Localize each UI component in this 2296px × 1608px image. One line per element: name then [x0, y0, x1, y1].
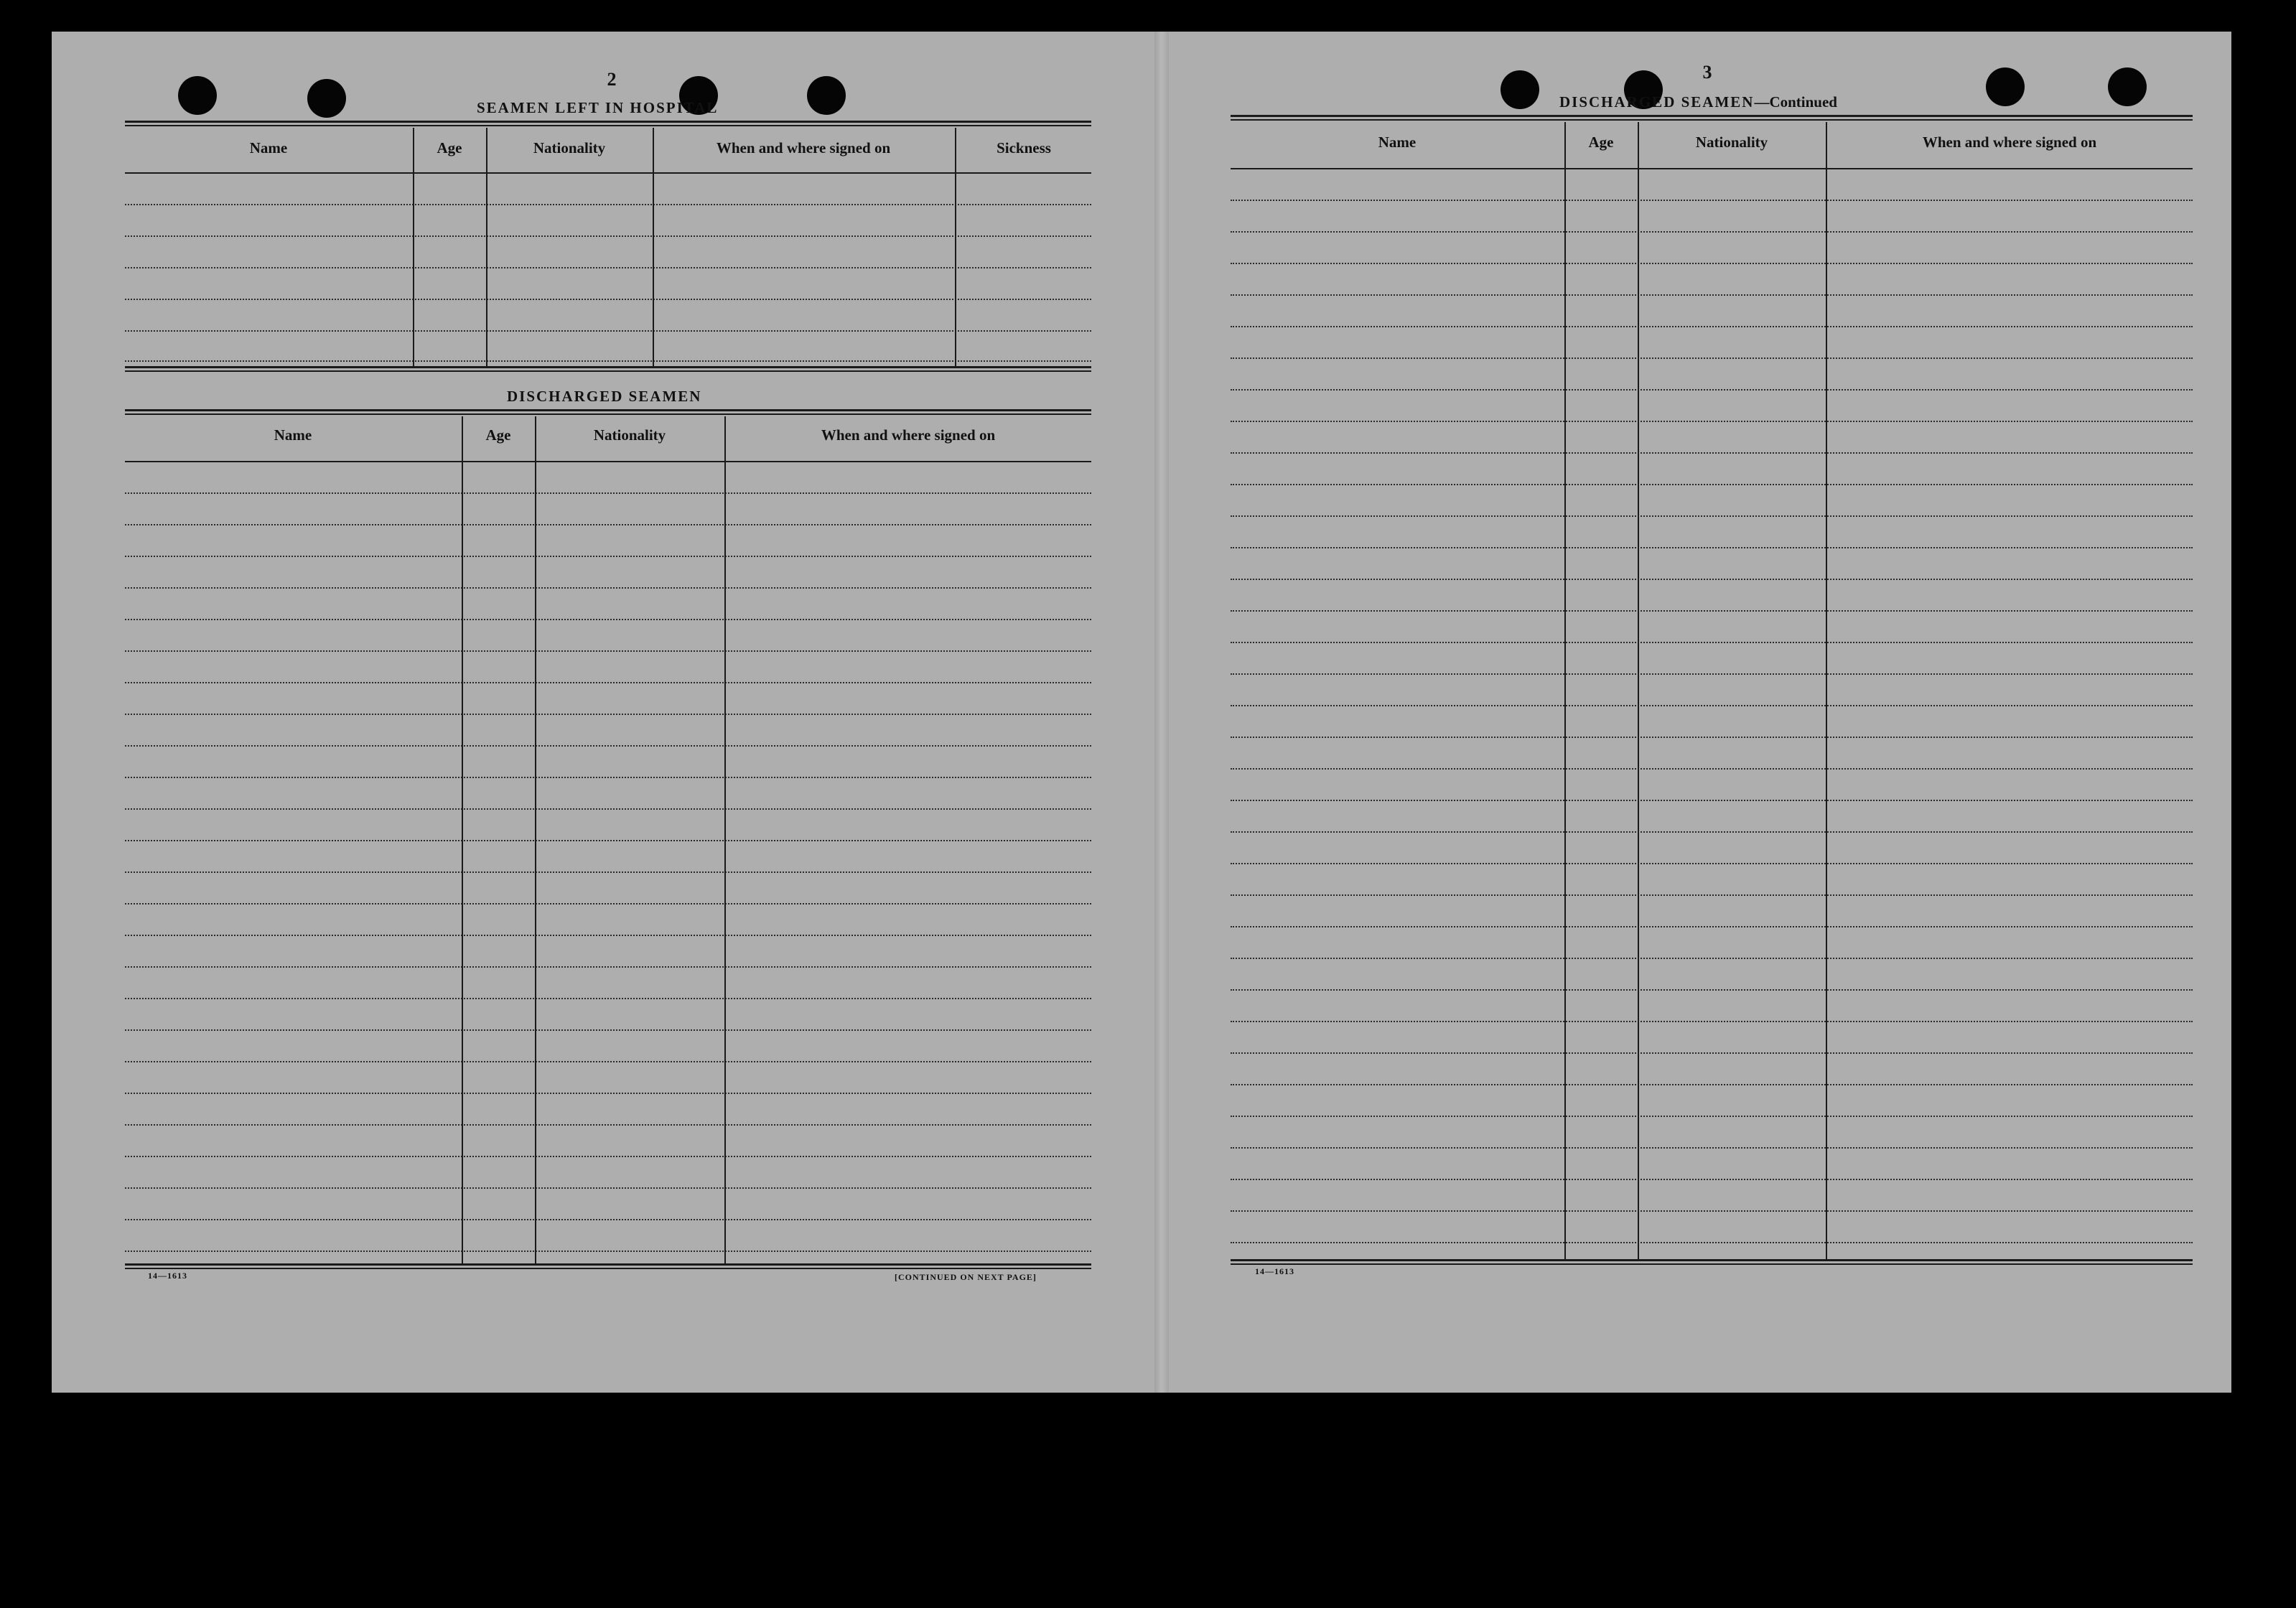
continued-row-line — [1231, 831, 2193, 833]
hospital-row-line — [125, 267, 1091, 268]
discharged-row-line — [125, 1187, 1091, 1189]
discharged-col-divider — [724, 416, 726, 1265]
discharged-row-line — [125, 935, 1091, 936]
hospital-table-bottom-rule — [125, 366, 1091, 372]
continued-row-line — [1231, 452, 2193, 454]
discharged-col-signed-on: When and where signed on — [821, 426, 996, 444]
discharged-row-line — [125, 619, 1091, 620]
continued-row-line — [1231, 421, 2193, 422]
discharged-row-line — [125, 903, 1091, 904]
hospital-row-line — [125, 330, 1091, 332]
punch-hole — [1501, 70, 1539, 109]
continued-row-line — [1231, 389, 2193, 391]
discharged-continued-title-main: DISCHARGED SEAMEN — [1559, 93, 1755, 111]
discharged-row-line — [125, 650, 1091, 652]
discharged-col-age: Age — [485, 426, 511, 444]
punch-hole — [307, 79, 346, 118]
continued-row-line — [1231, 484, 2193, 485]
hospital-col-nationality: Nationality — [533, 139, 606, 156]
discharged-row-line — [125, 777, 1091, 778]
discharged-row-line — [125, 1061, 1091, 1062]
continued-header-rule — [1231, 168, 2193, 169]
continued-row-line — [1231, 547, 2193, 548]
continued-row-line — [1231, 1021, 2193, 1022]
continued-row-line — [1231, 737, 2193, 738]
continued-row-line — [1231, 989, 2193, 991]
continued-col-nationality: Nationality — [1695, 134, 1768, 151]
discharged-table-bottom-rule — [125, 1263, 1091, 1269]
continued-table-top-rule — [1231, 115, 2193, 121]
discharged-table-top-rule — [125, 409, 1091, 415]
continued-row-line — [1231, 863, 2193, 864]
continued-row-line — [1231, 1116, 2193, 1117]
continued-col-name: Name — [1378, 134, 1417, 151]
hospital-col-age: Age — [437, 139, 462, 156]
discharged-section-title: DISCHARGED SEAMEN — [507, 388, 702, 405]
punch-hole — [2108, 67, 2147, 106]
continued-row-line — [1231, 768, 2193, 770]
hospital-col-divider — [486, 128, 487, 368]
hospital-section-title: SEAMEN LEFT IN HOSPITAL — [477, 99, 719, 116]
punch-hole — [178, 76, 217, 115]
form-number-left: 14—1613 — [148, 1271, 187, 1281]
form-number-right: 14—1613 — [1255, 1266, 1294, 1276]
hospital-table-top-rule — [125, 121, 1091, 126]
continued-col-divider — [1826, 122, 1827, 1261]
hospital-col-divider — [955, 128, 956, 368]
continued-row-line — [1231, 515, 2193, 517]
hospital-row-line — [125, 235, 1091, 237]
discharged-row-line — [125, 840, 1091, 841]
hospital-col-name: Name — [249, 139, 288, 156]
discharged-header-rule — [125, 461, 1091, 462]
discharged-col-divider — [462, 416, 463, 1265]
continued-row-line — [1231, 1052, 2193, 1054]
hospital-col-divider — [653, 128, 654, 368]
discharged-continued-suffix: —Continued — [1754, 93, 1837, 111]
continued-row-line — [1231, 926, 2193, 927]
discharged-row-line — [125, 1029, 1091, 1031]
hospital-header-rule — [125, 172, 1091, 174]
discharged-row-line — [125, 871, 1091, 873]
continued-row-line — [1231, 610, 2193, 612]
continued-row-line — [1231, 200, 2193, 201]
continued-row-line — [1231, 326, 2193, 327]
continued-row-line — [1231, 705, 2193, 706]
discharged-row-line — [125, 998, 1091, 999]
continued-row-line — [1231, 357, 2193, 359]
continued-col-divider — [1564, 122, 1566, 1261]
page-fold — [1154, 32, 1169, 1393]
discharged-row-line — [125, 1219, 1091, 1220]
continued-note: [CONTINUED ON NEXT PAGE] — [895, 1272, 1037, 1282]
discharged-row-line — [125, 1156, 1091, 1157]
discharged-row-line — [125, 682, 1091, 683]
continued-row-line — [1231, 1147, 2193, 1149]
discharged-row-line — [125, 1251, 1091, 1252]
punch-hole — [1986, 67, 2025, 106]
discharged-row-line — [125, 556, 1091, 557]
discharged-col-nationality: Nationality — [593, 426, 666, 444]
hospital-row-line — [125, 299, 1091, 300]
continued-row-line — [1231, 1179, 2193, 1180]
continued-row-line — [1231, 1242, 2193, 1243]
hospital-col-signed-on: When and where signed on — [716, 139, 891, 156]
continued-row-line — [1231, 958, 2193, 959]
continued-row-line — [1231, 294, 2193, 296]
continued-row-line — [1231, 642, 2193, 643]
scanned-sheet — [52, 32, 2231, 1393]
continued-row-line — [1231, 231, 2193, 233]
continued-row-line — [1231, 1210, 2193, 1212]
discharged-continued-title — [1559, 93, 1837, 111]
discharged-row-line — [125, 492, 1091, 494]
continued-row-line — [1231, 800, 2193, 801]
discharged-row-line — [125, 714, 1091, 715]
continued-col-age: Age — [1588, 134, 1614, 151]
discharged-row-line — [125, 966, 1091, 968]
discharged-row-line — [125, 587, 1091, 589]
continued-col-divider — [1638, 122, 1639, 1261]
discharged-row-line — [125, 524, 1091, 525]
continued-row-line — [1231, 1084, 2193, 1085]
discharged-col-divider — [535, 416, 536, 1265]
discharged-row-line — [125, 1124, 1091, 1126]
continued-row-line — [1231, 673, 2193, 675]
hospital-row-line — [125, 360, 1091, 362]
page-number-right: 3 — [1702, 62, 1712, 83]
punch-hole — [807, 76, 846, 115]
discharged-col-name: Name — [274, 426, 312, 444]
continued-row-line — [1231, 894, 2193, 896]
discharged-row-line — [125, 745, 1091, 747]
hospital-col-sickness: Sickness — [997, 139, 1051, 156]
page-number-left: 2 — [607, 69, 617, 90]
continued-col-signed-on: When and where signed on — [1922, 134, 2097, 151]
continued-row-line — [1231, 263, 2193, 264]
discharged-row-line — [125, 1093, 1091, 1094]
hospital-row-line — [125, 204, 1091, 205]
hospital-col-divider — [413, 128, 414, 368]
continued-table-bottom-rule — [1231, 1259, 2193, 1265]
discharged-row-line — [125, 808, 1091, 810]
continued-row-line — [1231, 579, 2193, 580]
